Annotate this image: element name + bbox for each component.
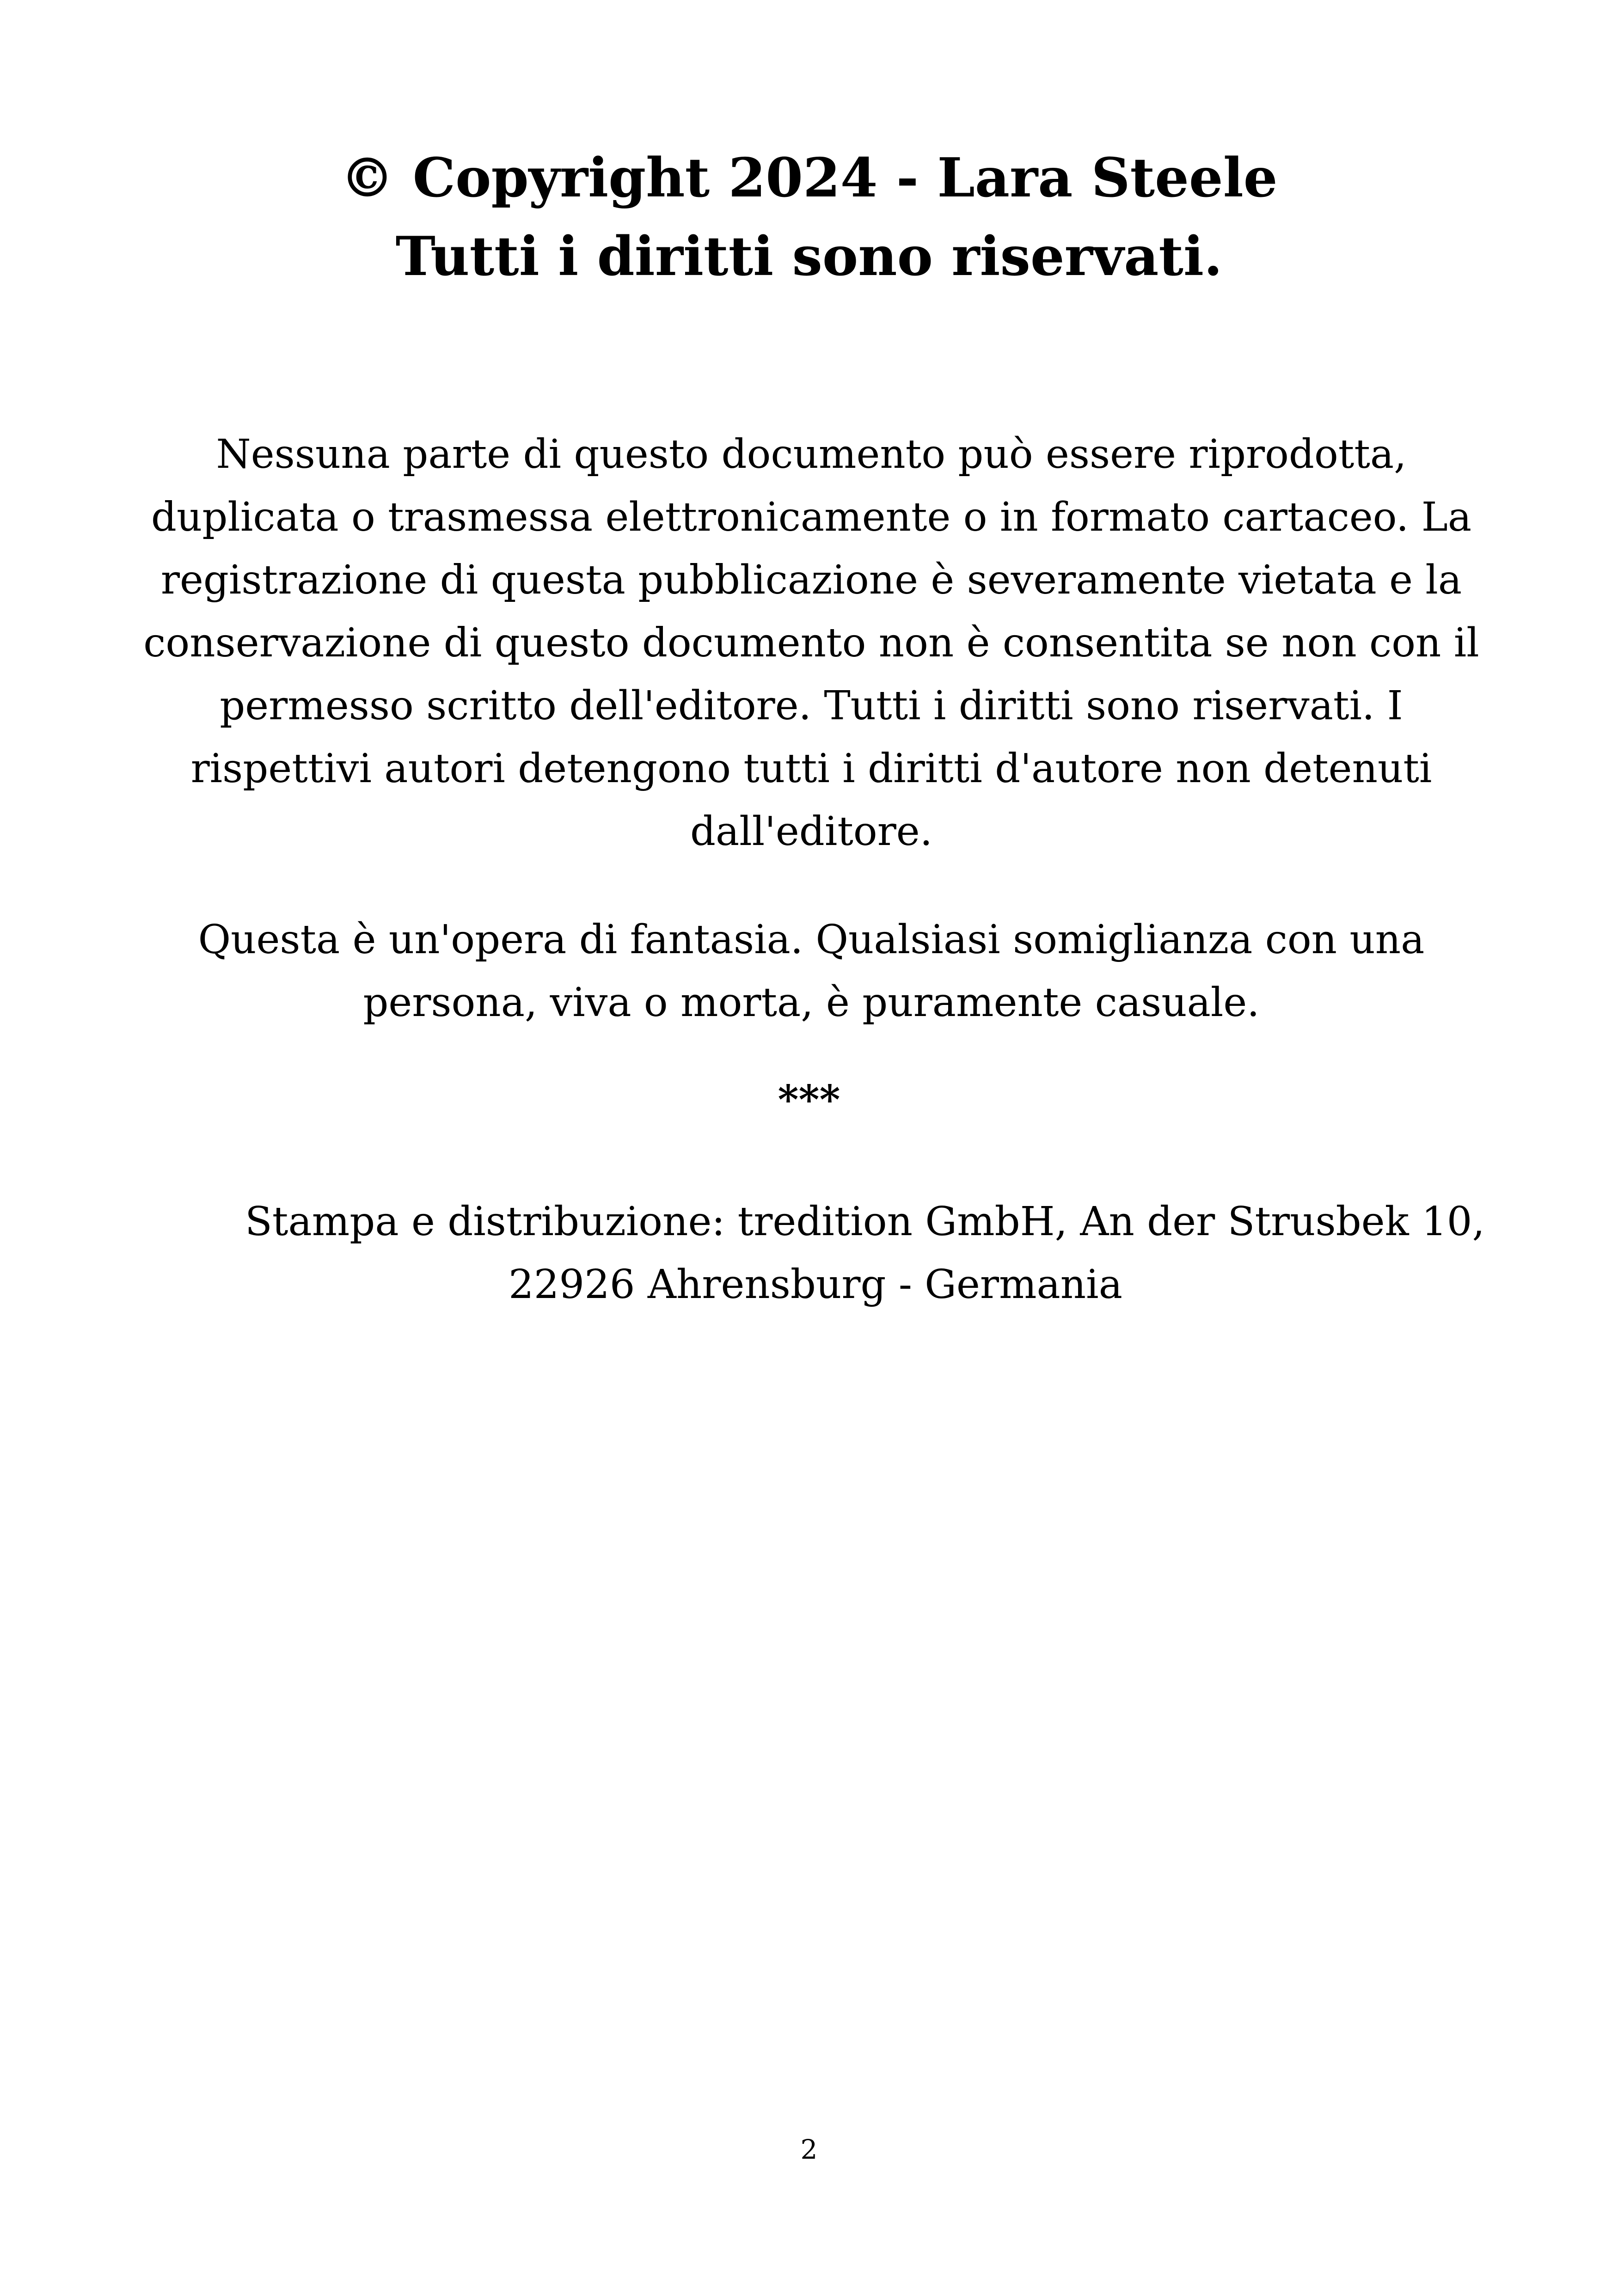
imprint-address-line1: Stampa e distribuzione: tredition GmbH, An der Strusbek 10, (245, 1199, 1485, 1245)
copyright-title: © Copyright 2024 - Lara Steele (340, 147, 1278, 209)
imprint-address-line2: 22926 Ahrensburg - Germania (509, 1261, 1122, 1308)
rights-reserved-title: Tutti i diritti sono riservati. (395, 225, 1223, 288)
page-number: 2 (800, 2134, 818, 2165)
fiction-disclaimer-paragraph: Questa è un'opera di fantasia. Qualsiasi somiglianza con una persona, viva o morta, è puramente casuale. (198, 917, 1425, 1026)
legal-notice-paragraph: Nessuna parte di questo documento può essere riprodotta, duplicata o trasmessa elettronicamente o in formato cartaceo. La registrazione di questa pubblicazione è severamente vietata e la conservazione di questo documento non è consentita se non con il permesso scritto dell'editore. Tutti i diritti sono riservati. I rispettivi autori detengono tutti i diritti d'autore non detenuti dall'editore. (143, 431, 1479, 855)
section-separator: *** (778, 1077, 840, 1123)
copyright-heading (139, 139, 1479, 296)
